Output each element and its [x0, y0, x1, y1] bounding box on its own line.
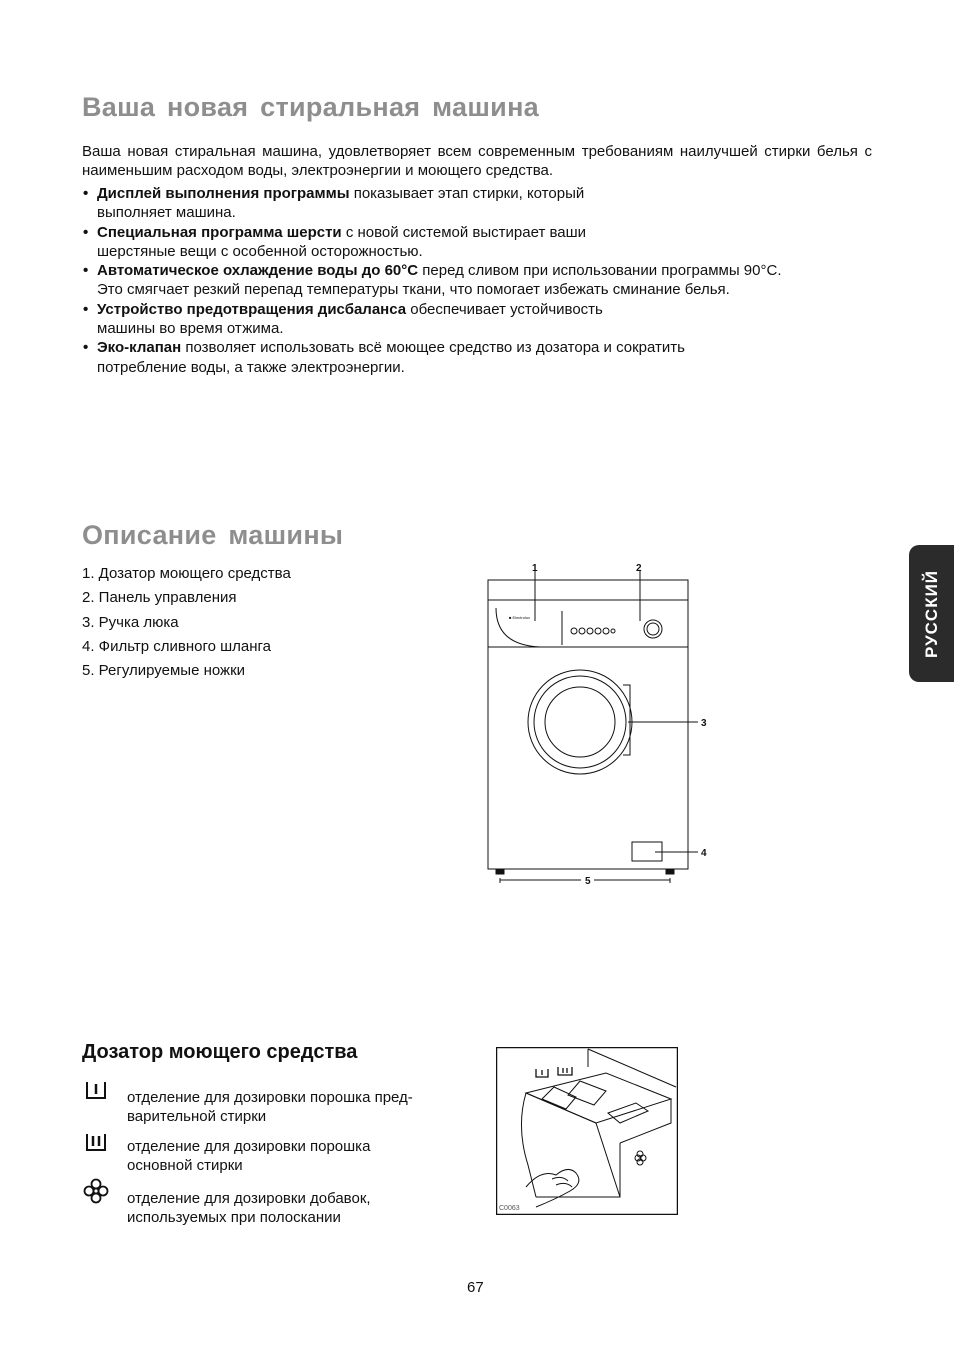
- feature-text: с новой системой выстирает ваши: [341, 223, 587, 241]
- panel-button: [603, 628, 609, 634]
- machine-body: [488, 647, 688, 869]
- dispenser-item-text-cont: варительной стирки: [127, 1108, 267, 1126]
- feature-name: Устройство предотвращения дисбаланса: [97, 300, 407, 318]
- part-item: 5. Регулируемые ножки: [82, 662, 246, 680]
- dispenser-item-text-cont: основной стирки: [127, 1157, 243, 1175]
- adjustable-foot: [496, 869, 504, 874]
- callout-label-1: 1: [532, 563, 538, 574]
- dispenser-item-text: отделение для дозировки порошка: [127, 1138, 371, 1155]
- dispenser-item-prewash: [127, 1088, 413, 1127]
- dispenser-item-text: отделение для дозировки добавок,: [127, 1190, 371, 1207]
- panel-button: [571, 628, 577, 634]
- feature-text: перед сливом при использовании программы 90°C.: [418, 262, 782, 280]
- dispenser-item-text: отделение для дозировки порошка пред-: [127, 1089, 413, 1106]
- feature-item: [82, 338, 882, 377]
- control-panel: [488, 600, 688, 647]
- feature-name: Специальная программа шерсти: [97, 223, 342, 241]
- feature-text-cont: шерстяные вещи с особенной осторожностью.: [97, 242, 423, 260]
- feature-text-cont: потребление воды, а также электроэнергии.: [97, 358, 405, 376]
- door-glass: [545, 687, 615, 757]
- feature-name: Эко-клапан: [97, 339, 182, 357]
- part-item: 2. Панель управления: [82, 589, 237, 607]
- part-item: 4. Фильтр сливного шланга: [82, 637, 272, 655]
- image-code: C0063: [499, 1205, 520, 1212]
- page-number: 67: [467, 1279, 484, 1296]
- door-outer-ring: [528, 670, 632, 774]
- section-title-new-machine: Ваша новая стиральная машина: [82, 92, 539, 122]
- program-knob-inner: [647, 623, 659, 635]
- panel-curve: [496, 608, 540, 647]
- dispenser-item-text-cont: используемых при полоскании: [127, 1209, 341, 1227]
- feature-text-cont: выполняет машина.: [97, 204, 236, 222]
- mainwash-compartment-icon: [84, 1132, 108, 1154]
- feature-item: [82, 261, 882, 300]
- feature-name: Дисплей выполнения программы: [97, 185, 350, 202]
- feature-name: Автоматическое охлаждение воды до 60°C: [97, 262, 419, 280]
- part-item: 3. Ручка люка: [82, 613, 179, 631]
- feature-item: [82, 184, 882, 223]
- feature-item: [82, 300, 882, 339]
- callout-label-5: 5: [585, 876, 591, 887]
- dispenser-item-mainwash: [127, 1137, 370, 1176]
- feature-item: [82, 223, 882, 262]
- section-title-machine-description: Описание машины: [82, 520, 344, 550]
- panel-button: [595, 628, 601, 634]
- panel-button: [579, 628, 585, 634]
- parts-list: [82, 562, 291, 683]
- washing-machine-diagram: [480, 555, 720, 895]
- feature-text: показывает этап стирки, который: [349, 185, 585, 202]
- dispenser-drawer-illustration: [496, 1047, 678, 1215]
- feature-text-cont: машины во время отжима.: [97, 320, 284, 338]
- callout-label-2: 2: [636, 563, 642, 574]
- softener-flower-icon: [83, 1178, 109, 1204]
- section-title-dispenser: Дозатор моющего средства: [82, 1041, 358, 1063]
- language-tab: [909, 545, 954, 682]
- machine-top: [488, 580, 688, 600]
- intro-paragraph: Ваша новая стиральная машина, удовлетворяет всем современным требованиям наилучшей стирки белья с наименьшим расходом воды, электроэнергии и моющего средства.: [82, 143, 872, 180]
- panel-indicator: [611, 629, 615, 633]
- feature-text: обеспечивает устойчивость: [406, 300, 603, 318]
- feature-list: [82, 184, 882, 377]
- brand-label: ■ Electrolux: [509, 615, 531, 620]
- adjustable-foot: [666, 869, 674, 874]
- feature-text: позволяет использовать всё моющее средство из дозатора и сократить: [181, 339, 685, 357]
- panel-button: [587, 628, 593, 634]
- callout-label-3: 3: [701, 718, 707, 729]
- language-tab-label: РУССКИЙ: [921, 569, 941, 658]
- door-ring: [534, 676, 626, 768]
- dispenser-item-softener: [127, 1189, 371, 1228]
- feature-text-cont: Это смягчает резкий перепад температуры ткани, что помогает избежать сминание белья.: [97, 281, 730, 299]
- prewash-compartment-icon: [84, 1080, 108, 1102]
- part-item: 1. Дозатор моющего средства: [82, 565, 291, 582]
- callout-label-4: 4: [701, 848, 707, 859]
